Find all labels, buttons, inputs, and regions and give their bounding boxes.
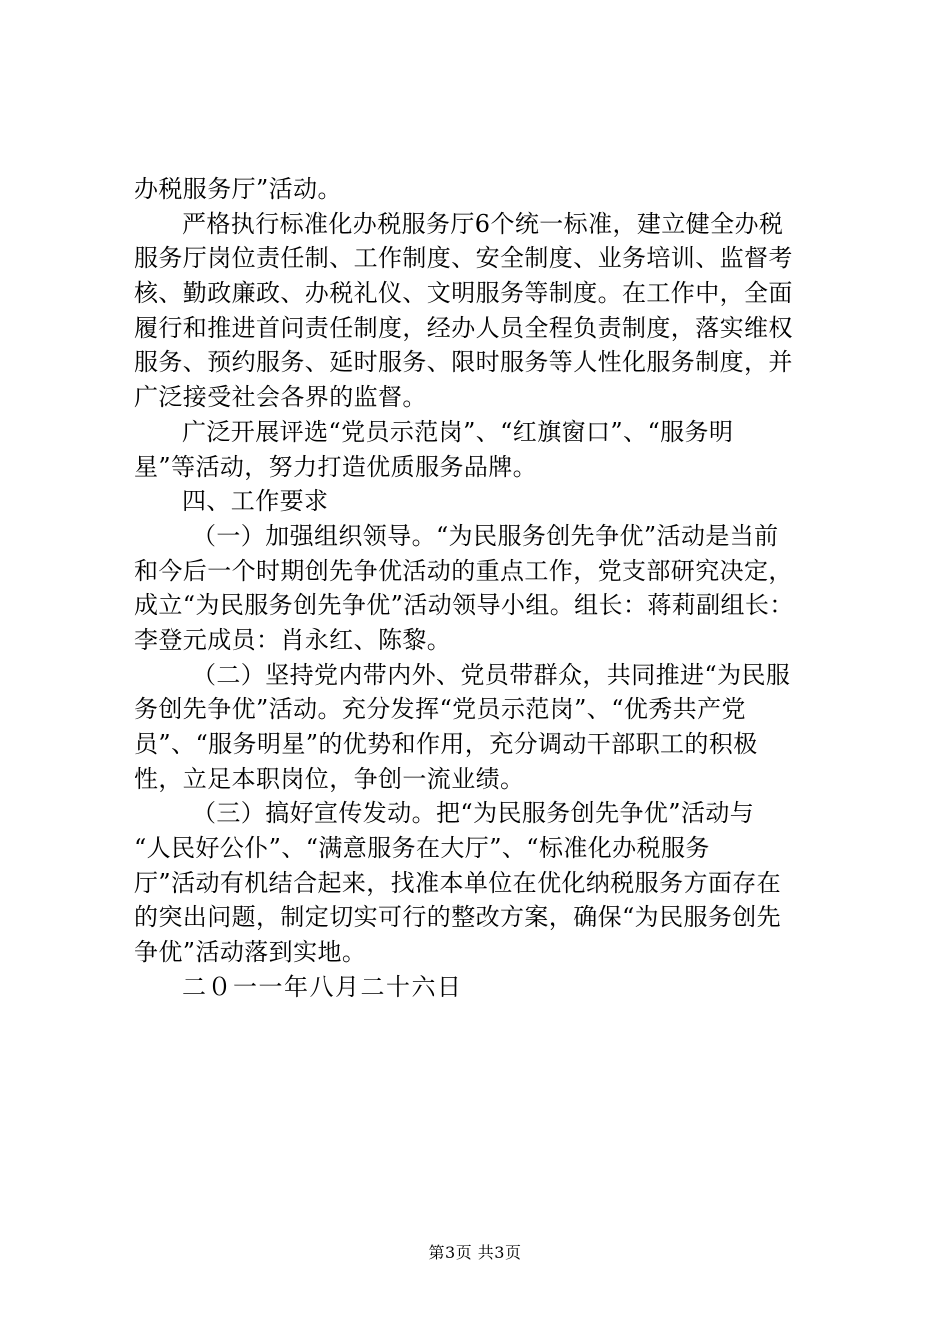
text-line: 服务、预约服务、延时服务、限时服务等人性化服务制度，并 bbox=[134, 348, 793, 377]
text-line: 的突出问题，制定切实可行的整改方案，确保“为民服务创先 bbox=[134, 903, 782, 932]
text-line: 员”、“服务明星”的优势和作用，充分调动干部职工的积极 bbox=[134, 730, 758, 758]
text-line: 核、勤政廉政、办税礼仪、文明服务等制度。在工作中，全面 bbox=[134, 279, 793, 308]
text-line: 厅”活动有机结合起来，找准本单位在优化纳税服务方面存在 bbox=[134, 868, 782, 897]
document-body bbox=[134, 172, 846, 1005]
section-heading: 四、工作要求 bbox=[182, 487, 329, 516]
page-footer bbox=[0, 1243, 950, 1263]
text-line: 性，立足本职岗位，争创一流业绩。 bbox=[134, 764, 525, 793]
text-line: 服务厅岗位责任制、工作制度、安全制度、业务培训、监督考 bbox=[134, 244, 793, 273]
text-line: 履行和推进首问责任制度，经办人员全程负责制度，落实维权 bbox=[134, 313, 793, 342]
text-line: 广泛接受社会各界的监督。 bbox=[134, 383, 427, 412]
text-line: 务创先争优”活动。充分发挥“党员示范岗”、“优秀共产党 bbox=[134, 695, 746, 724]
text-line: 李登元成员：肖永红、陈黎。 bbox=[134, 625, 452, 654]
text-line: （三）搞好宣传发动。把“为民服务创先争优”活动与 bbox=[192, 799, 755, 828]
text-line: 办税服务厅”活动。 bbox=[134, 175, 342, 203]
text-line: 争优”活动落到实地。 bbox=[134, 938, 367, 967]
page-number-label: 第3页 共3页 bbox=[428, 1243, 522, 1262]
text-line: （一）加强组织领导。“为民服务创先争优”活动是当前 bbox=[192, 521, 779, 550]
text-line: “人民好公仆”、“满意服务在大厅”、“标准化办税服务 bbox=[134, 834, 710, 863]
text-line: 成立“为民服务创先争优”活动领导小组。组长：蒋莉副组长： bbox=[134, 591, 794, 620]
text-line: 和今后一个时期创先争优活动的重点工作，党支部研究决定， bbox=[134, 556, 793, 585]
text-line: （二）坚持党内带内外、党员带群众，共同推进“为民服 bbox=[192, 660, 791, 689]
document-date: 二０一一年八月二十六日 bbox=[182, 972, 463, 1001]
text-line: 严格执行标准化办税服务厅6个统一标准，建立健全办税 bbox=[182, 209, 784, 238]
text-line: 星”等活动，努力打造优质服务品牌。 bbox=[134, 452, 538, 481]
text-line: 广泛开展评选“党员示范岗”、“红旗窗口”、“服务明 bbox=[182, 417, 734, 446]
